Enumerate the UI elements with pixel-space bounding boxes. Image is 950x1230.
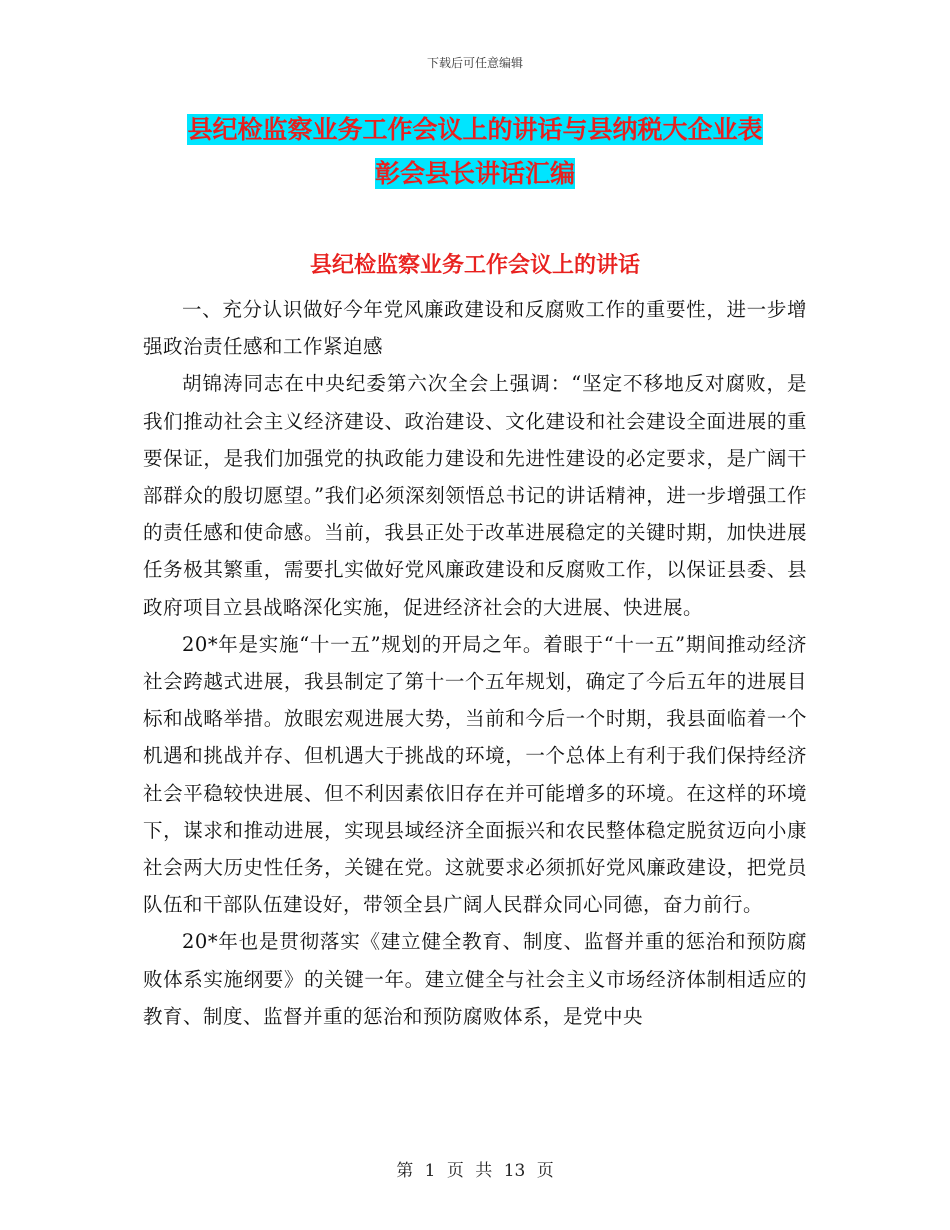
document-title — [140, 108, 810, 196]
paragraph-3: 20*年是实施“十一五”规划的开局之年。着眼于“十一五”期间推动经济社会跨越式进展，我县制定了第十一个五年规划，确定了今后五年的进展目标和战略举措。放眼宏观进展大势，当前和今后一个时期，我县面临着一个机遇和挑战并存、但机遇大于挑战的环境，一个总体上有利于我们保持经济社会平稳较快进展、但不利因素依旧存在并可能增多的环境。在这样的环境下，谋求和推动进展，实现县域经济全面振兴和农民整体稳定脱贫迈向小康社会两大历史性任务，关键在党。这就要求必须抓好党风廉政建设，把党员队伍和干部队伍建设好，带领全县广阔人民群众同心同德，奋力前行。 — [143, 632, 807, 917]
section-title: 县纪检监察业务工作会议上的讲话 — [309, 253, 640, 278]
header-note: 下载后可任意编辑 — [426, 56, 523, 70]
document-title-line-1: 县纪检监察业务工作会议上的讲话与县纳税大企业表 — [187, 115, 763, 144]
document-title-line-2: 彰会县长讲话汇编 — [374, 159, 575, 188]
document-body — [143, 291, 807, 1035]
paragraph-2: 胡锦涛同志在中央纪委第六次全会上强调：“坚定不移地反对腐败，是我们推动社会主义经济建设、政治建设、文化建设和社会建设全面进展的重要保证，是我们加强党的执政能力建设和先进性建设的必定要求，是广阔干部群众的殷切愿望。”我们必须深刻领悟总书记的讲话精神，进一步增强工作的责任感和使命感。当前，我县正处于改革进展稳定的关键时期，加快进展任务极其繁重，需要扎实做好党风廉政建设和反腐败工作，以保证县委、县政府项目立县战略深化实施，促进经济社会的大进展、快进展。 — [143, 372, 807, 619]
page-number: 第 1 页 共 13 页 — [396, 1161, 554, 1181]
paragraph-1: 一、充分认识做好今年党风廉政建设和反腐败工作的重要性，进一步增强政治责任感和工作紧迫感 — [143, 298, 807, 359]
paragraph-4: 20*年也是贯彻落实《建立健全教育、制度、监督并重的惩治和预防腐败体系实施纲要》的关键一年。建立健全与社会主义市场经济体制相适应的教育、制度、监督并重的惩治和预防腐败体系，是党中央 — [143, 930, 807, 1028]
